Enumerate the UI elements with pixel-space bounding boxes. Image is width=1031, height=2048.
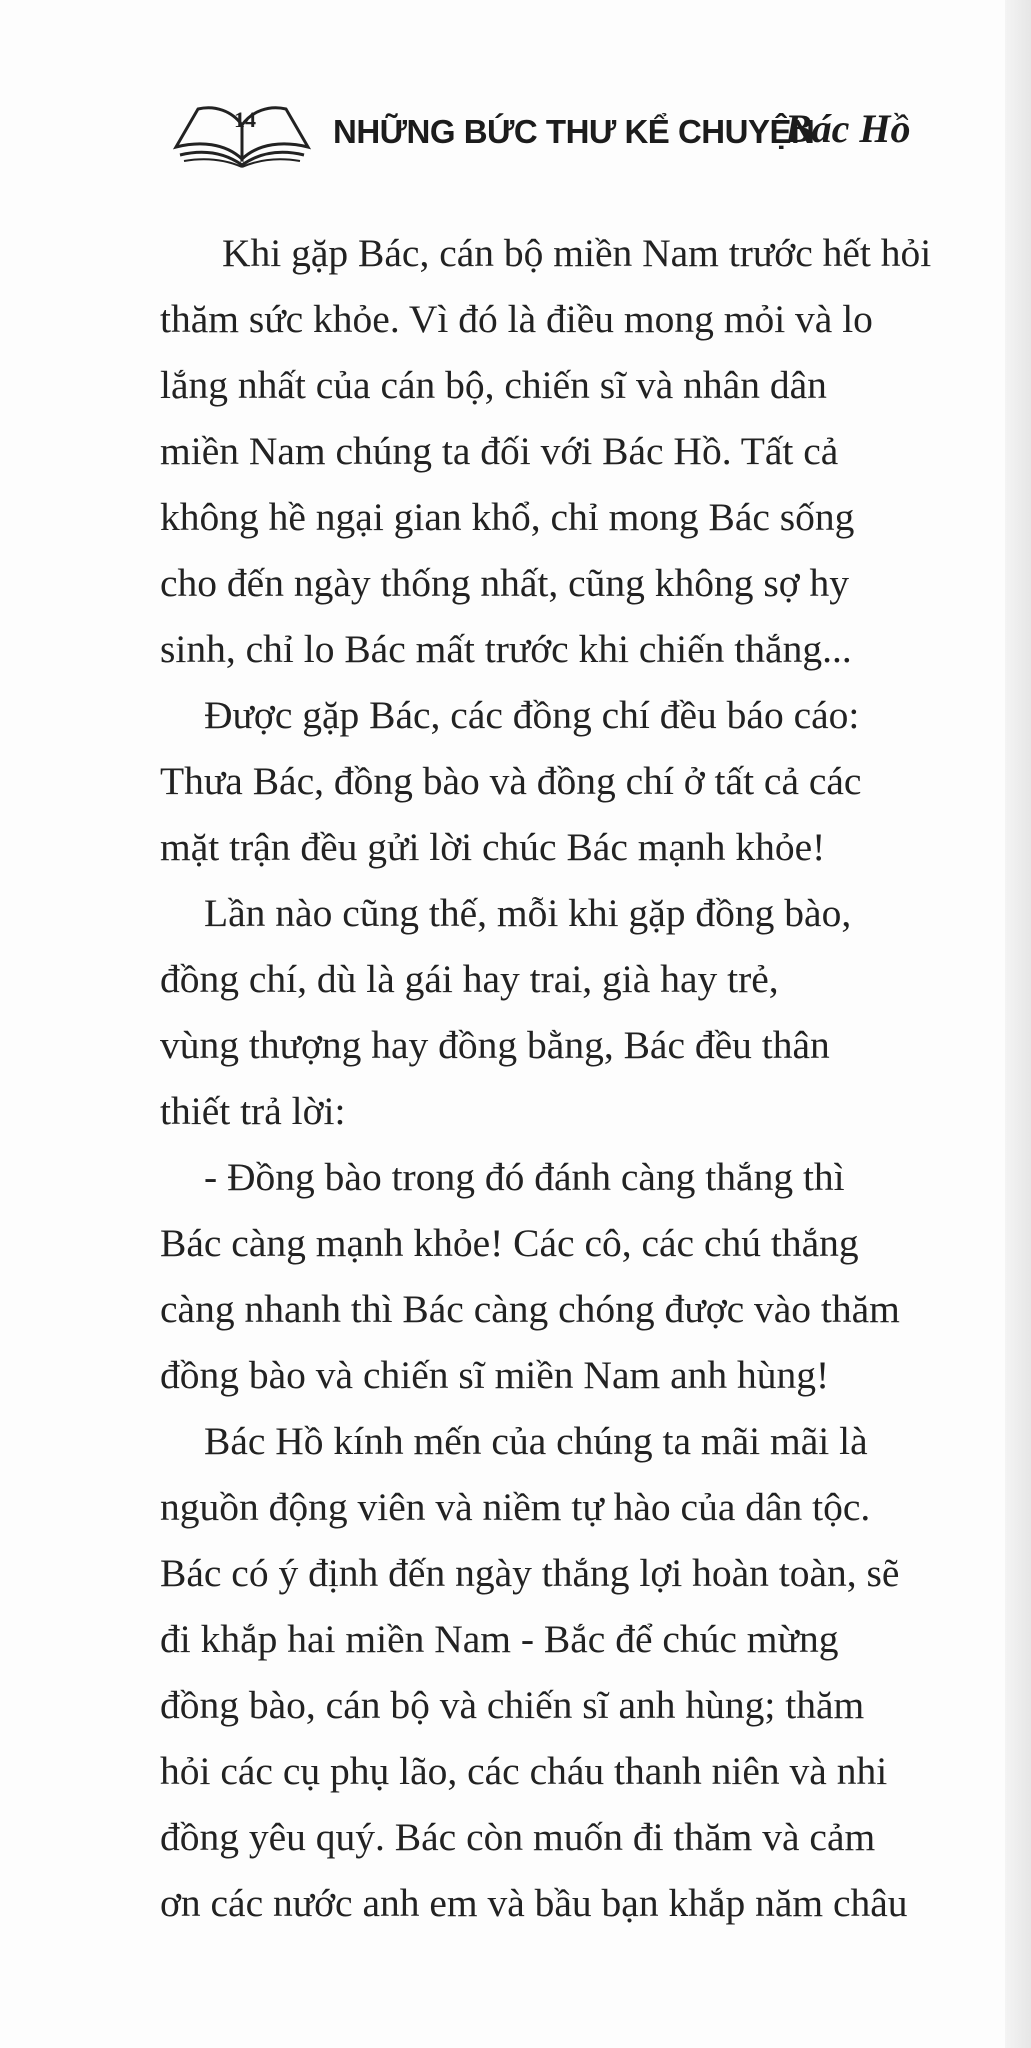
text-line: mặt trận đều gửi lời chúc Bác mạnh khỏe! <box>160 825 826 869</box>
text-line: càng nhanh thì Bác càng chóng được vào thăm <box>160 1287 900 1331</box>
paragraph <box>160 1144 990 1408</box>
text-line: hỏi các cụ phụ lão, các cháu thanh niên và nhi <box>160 1749 888 1793</box>
text-line: Bác Hồ kính mến của chúng ta mãi mãi là <box>204 1419 868 1463</box>
paragraph <box>160 220 990 682</box>
paragraph <box>160 1408 990 1936</box>
text-line: đồng bào, cán bộ và chiến sĩ anh hùng; thăm <box>160 1683 865 1727</box>
running-title-name: Bác Hồ <box>785 106 911 151</box>
text-line: không hề ngại gian khổ, chỉ mong Bác sống <box>160 495 855 539</box>
text-line: Lần nào cũng thế, mỗi khi gặp đồng bào, <box>204 891 852 935</box>
text-line: miền Nam chúng ta đối với Bác Hồ. Tất cả <box>160 429 839 473</box>
text-line: Thưa Bác, đồng bào và đồng chí ở tất cả các <box>160 759 862 803</box>
text-line: Được gặp Bác, các đồng chí đều báo cáo: <box>204 693 860 737</box>
paragraph <box>160 880 990 1144</box>
text-line: ơn các nước anh em và bầu bạn khắp năm châu <box>160 1881 908 1925</box>
text-line: đồng yêu quý. Bác còn muốn đi thăm và cảm <box>160 1815 876 1859</box>
text-line: thăm sức khỏe. Vì đó là điều mong mỏi và lo <box>160 297 873 341</box>
text-line: lắng nhất của cán bộ, chiến sĩ và nhân dân <box>160 363 827 407</box>
text-line: Khi gặp Bác, cán bộ miền Nam trước hết hỏi <box>222 231 932 275</box>
text-line: - Đồng bào trong đó đánh càng thắng thì <box>204 1155 845 1199</box>
text-line: đồng chí, dù là gái hay trai, già hay trẻ, <box>160 957 779 1001</box>
text-line: cho đến ngày thống nhất, cũng không sợ hy <box>160 561 849 605</box>
text-line: Bác càng mạnh khỏe! Các cô, các chú thắng <box>160 1221 859 1265</box>
text-line: vùng thượng hay đồng bằng, Bác đều thân <box>160 1023 830 1067</box>
page-edge <box>1005 0 1031 2048</box>
page-number: 14 <box>234 107 256 132</box>
running-header <box>170 95 970 175</box>
body-text <box>160 220 990 1936</box>
text-line: thiết trả lời: <box>160 1089 346 1133</box>
text-line: sinh, chỉ lo Bác mất trước khi chiến thắng... <box>160 627 852 671</box>
paragraph <box>160 682 990 880</box>
text-line: nguồn động viên và niềm tự hào của dân tộc. <box>160 1485 871 1529</box>
text-line: Bác có ý định đến ngày thắng lợi hoàn toàn, sẽ <box>160 1551 900 1595</box>
text-line: đi khắp hai miền Nam - Bắc để chúc mừng <box>160 1617 839 1661</box>
text-line: đồng bào và chiến sĩ miền Nam anh hùng! <box>160 1353 830 1397</box>
running-title: NHỮNG BỨC THƯ KỂ CHUYỆN <box>333 113 815 150</box>
